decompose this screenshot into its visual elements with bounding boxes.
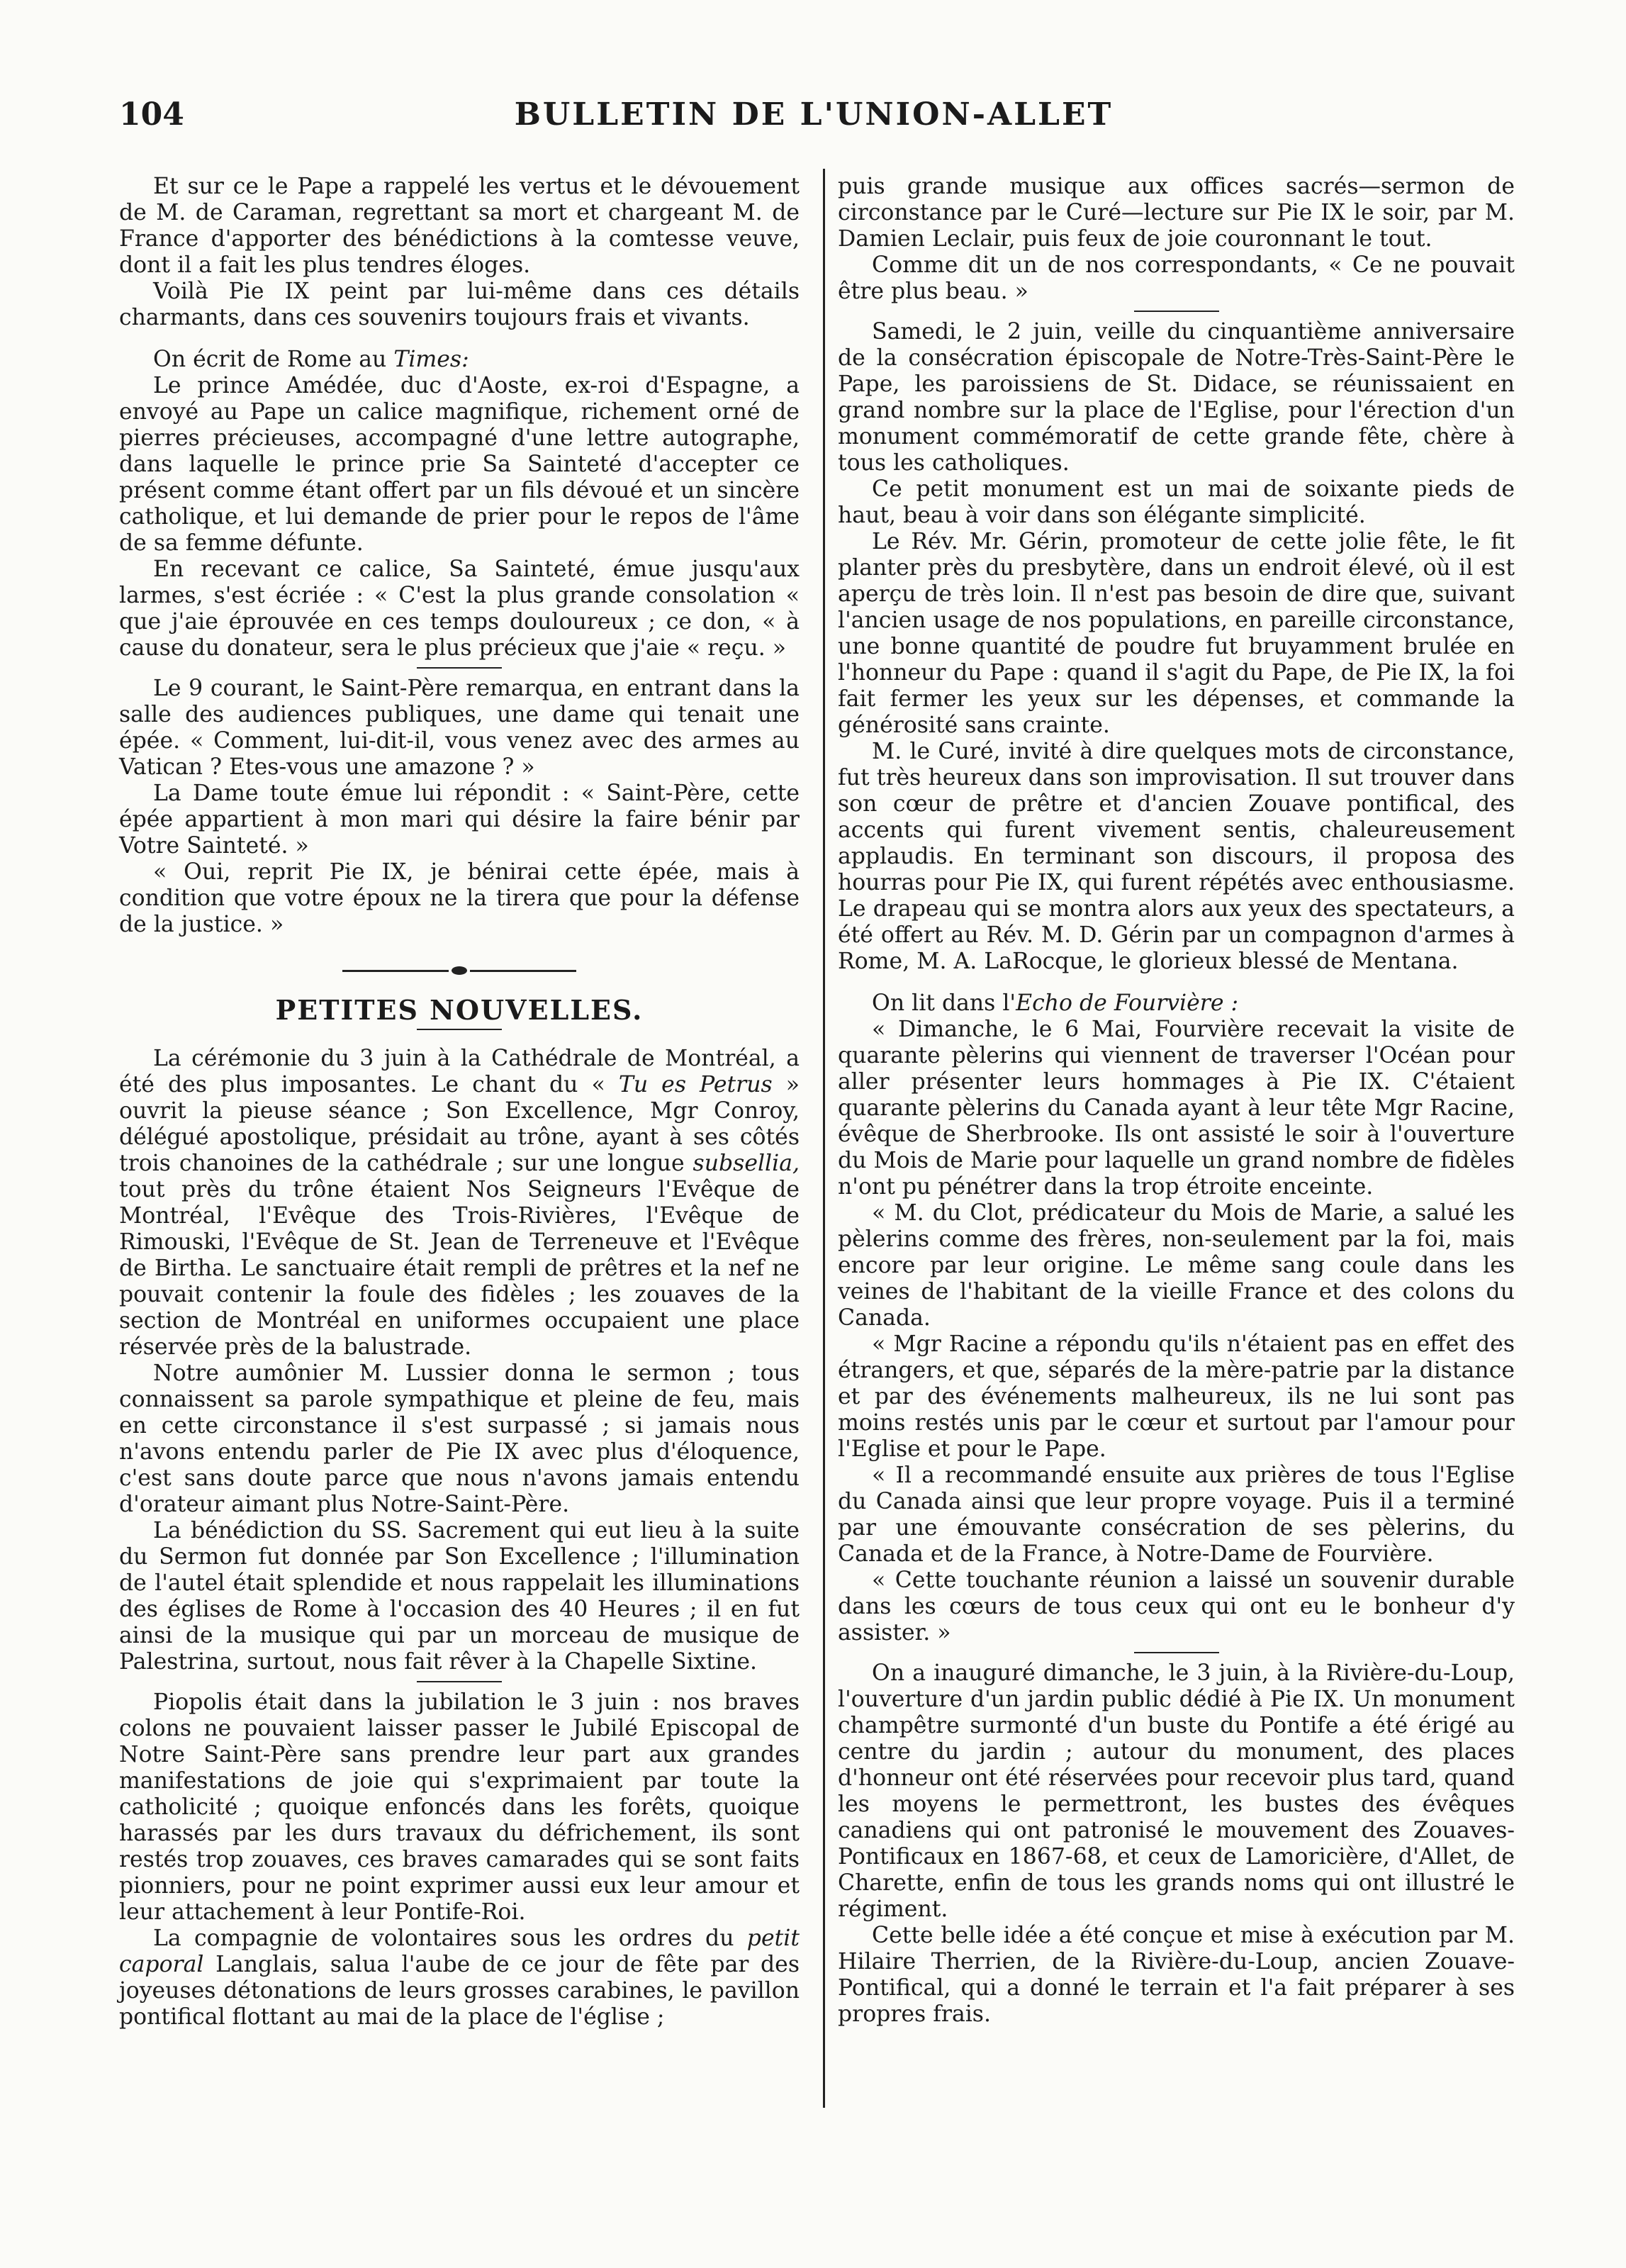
paragraph: Comme dit un de nos correspondants, « Ce ne pouvait être plus beau. » bbox=[838, 252, 1515, 304]
paragraph: On lit dans l'Echo de Fourvière : bbox=[872, 990, 1239, 1016]
paragraph: La Dame toute émue lui répondit : « Saint-Père, cette épée appartient à mon mari qui désire la faire bénir par Votre Sainteté. » bbox=[119, 781, 800, 859]
paragraph: Le prince Amédée, duc d'Aoste, ex-roi d'Espagne, a envoyé au Pape un calice magnifique, richement orné de pierres précieuses, accompagné d'une lettre autographe, dans laquelle le prince prie Sa Sainteté d'accepter ce présent comme étant offert par un fils dévoué et un sincère catholique, et lui demande de prier pour le repos de l'âme de sa femme défunte. bbox=[119, 373, 800, 556]
running-title: BULLETIN DE L'UNION-ALLET bbox=[514, 96, 1114, 133]
paragraph: Piopolis était dans la jubilation le 3 juin : nos braves colons ne pouvaient laisser passer le Jubilé Episcopal de Notre Saint-Père sans prendre leur part aux grandes manifestations de joie qui s'exprimaient par toute la catholicité ; quoique enfoncés dans les forêts, quoique harassés par les durs travaux du défrichement, ils sont restés trop zouaves, ces braves camarades qui se sont faits pionniers, pour ne point exprimer aussi eux leur amour et leur attachement à leur Pontife-Roi. bbox=[119, 1689, 800, 1925]
paragraph: La cérémonie du 3 juin à la Cathédrale de Montréal, a été des plus imposantes. Le chant du « Tu es Petrus » ouvrit la pieuse séance ; Son Excellence, Mgr Conroy, délégué apostolique, présidait au trône, ayant à ses côtés trois chanoines de la cathédrale ; sur une longue subsellia, tout près du trône étaient Nos Seigneurs l'Evêque de Montréal, l'Evêque des Trois-Rivières, l'Evêque de Rimouski, l'Evêque de St. Jean de Terreneuve et l'Evêque de Birtha. Le sanctuaire était rempli de prêtres et la nef ne pouvait contenir la foule des fidèles ; les zouaves de la section de Montréal en uniformes occupaient une place réservée près de la balustrade. bbox=[119, 1046, 800, 1360]
paragraph: « Il a recommandé ensuite aux prières de tous l'Eglise du Canada ainsi que leur propre voyage. Puis il a terminé par une émouvante consécration de ses pèlerins, du Canada et de la France, à Notre-Dame de Fourvière. bbox=[838, 1463, 1515, 1567]
separator-rule bbox=[1134, 311, 1219, 312]
separator-rule bbox=[417, 1681, 502, 1682]
paragraph: « M. du Clot, prédicateur du Mois de Marie, a salué les pèlerins comme des frères, non-seulement par la foi, mais encore par leur origine. Le même sang coule dans les veines de l'habitant de la vieille France et des colons du Canada. bbox=[838, 1200, 1515, 1331]
newspaper-title: Echo de Fourvière : bbox=[1016, 990, 1239, 1016]
column-divider bbox=[823, 169, 825, 2108]
section-title: PETITES NOUVELLES. bbox=[275, 994, 644, 1026]
paragraph: puis grande musique aux offices sacrés—sermon de circonstance par le Curé—lecture sur Pie IX le soir, par M. Damien Leclair, puis feux de joie couronnant le tout. bbox=[838, 174, 1515, 252]
paragraph: Et sur ce le Pape a rappelé les vertus et le dévouement de M. de Caraman, regrettant sa mort et chargeant M. de France d'apporter des bénédictions à la comtesse veuve, dont il a fait les plus tendres éloges. bbox=[119, 174, 800, 278]
paragraph: Le Rév. Mr. Gérin, promoteur de cette jolie fête, le fit planter près du presbytère, dans un endroit élevé, où il est aperçu de très loin. Il n'est pas besoin de dire que, suivant l'ancien usage de nos populations, en pareille circonstance, une bonne quantité de poudre fut bruyamment brulée en l'honneur du Pape : quand il s'agit du Pape, de Pie IX, la foi fait fermer les yeux sur les dépenses, et commande la générosité sans crainte. bbox=[838, 529, 1515, 738]
paragraph: Samedi, le 2 juin, veille du cinquantième anniversaire de la consécration épiscopale de Notre-Très-Saint-Père le Pape, les paroissiens de St. Didace, se réunissaient en grand nombre sur la place de l'Eglise, pour l'érection d'un monument commémoratif de cette grande fête, chère à tous les catholiques. bbox=[838, 319, 1515, 476]
ornament-divider bbox=[119, 956, 800, 983]
paragraph: « Cette touchante réunion a laissé un souvenir durable dans les cœurs de tous ceux qui ont eu le bonheur d'y assister. » bbox=[838, 1568, 1515, 1646]
paragraph: « Oui, reprit Pie IX, je bénirai cette épée, mais à condition que votre époux ne la tirera que pour la défense de la justice. » bbox=[119, 859, 800, 937]
page-number: 104 bbox=[119, 96, 184, 133]
paragraph: M. le Curé, invité à dire quelques mots de circonstance, fut très heureux dans son improvisation. Il sut trouver dans son cœur de prêtre et d'ancien Zouave pontifical, des accents qui furent vivement sentis, chaleureusement applaudis. En terminant son discours, il proposa des hourras pour Pie IX, qui furent répétés avec enthousiasme. Le drapeau qui se montra alors aux yeux des spectateurs, a été offert au Rév. M. D. Gérin par un compagnon d'armes à Rome, M. A. LaRocque, le glorieux blessé de Mentana. bbox=[838, 739, 1515, 974]
paragraph: En recevant ce calice, Sa Sainteté, émue jusqu'aux larmes, s'est écriée : « C'est la plus grande consolation « que j'aie éprouvée en ces temps douloureux ; ce don, « à cause du donateur, sera le plus précieux que j'aie « reçu. » bbox=[119, 557, 800, 661]
paragraph: On écrit de Rome au Times: bbox=[153, 347, 469, 372]
paragraph: La bénédiction du SS. Sacrement qui eut lieu à la suite du Sermon fut donnée par Son Excellence ; l'illumination de l'autel était splendide et nous rappelait les illuminations des églises de Rome à l'occasion des 40 Heures ; il en fut ainsi de la musique qui par un morceau de musique de Palestrina, surtout, nous fait rêver à la Chapelle Sixtine. bbox=[119, 1518, 800, 1675]
page-header bbox=[119, 91, 1508, 140]
newspaper-title: Times: bbox=[393, 347, 469, 372]
paragraph: On a inauguré dimanche, le 3 juin, à la Rivière-du-Loup, l'ouverture d'un jardin public dédié à Pie IX. Un monument champêtre surmonté d'un buste du Pontife a été érigé au centre du jardin ; autour du monument, des places d'honneur ont été réservées pour recevoir plus tard, quand les moyens le permettront, les bustes des évêques canadiens qui ont patronisé le mouvement des Zouaves-Pontificaux en 1867-68, et ceux de Lamoricière, d'Allet, de Charette, enfin de tous les grands noms qui ont illustré le régiment. bbox=[838, 1660, 1515, 1922]
paragraph: Ce petit monument est un mai de soixante pieds de haut, beau à voir dans son élégante simplicité. bbox=[838, 476, 1515, 528]
left-column bbox=[119, 174, 800, 2030]
paragraph: La compagnie de volontaires sous les ordres du petit caporal Langlais, salua l'aube de ce jour de fête par des joyeuses détonations de leurs grosses carabines, le pavillon pontifical flottant au mai de la place de l'église ; bbox=[119, 1926, 800, 2030]
separator-rule bbox=[417, 667, 502, 669]
paragraph: Le 9 courant, le Saint-Père remarqua, en entrant dans la salle des audiences publiques, une dame qui tenait une épée. « Comment, lui-dit-il, vous venez avec des armes au Vatican ? Etes-vous une amazone ? » bbox=[119, 676, 800, 780]
separator-rule bbox=[417, 1029, 502, 1030]
paragraph: « Dimanche, le 6 Mai, Fourvière recevait la visite de quarante pèlerins qui viennent de traverser l'Océan pour aller présenter leurs hommages à Pie IX. C'étaient quarante pèlerins du Canada ayant à leur tête Mgr Racine, évêque de Sherbrooke. Ils ont assisté le soir à l'ouverture du Mois de Marie pour laquelle un grand nombre de fidèles n'ont pu pénétrer dans la trop étroite enceinte. bbox=[838, 1017, 1515, 1200]
right-column bbox=[838, 174, 1515, 2028]
separator-rule bbox=[1134, 1652, 1219, 1653]
paragraph: « Mgr Racine a répondu qu'ils n'étaient pas en effet des étrangers, et que, séparés de la mère-patrie par la distance et par des événements malheureux, ils ne lui sont pas moins restés unis par le cœur et surtout par l'amour pour l'Eglise et pour le Pape. bbox=[838, 1331, 1515, 1462]
paragraph: Voilà Pie IX peint par lui-même dans ces détails charmants, dans ces souvenirs toujours frais et vivants. bbox=[119, 279, 800, 330]
paragraph: Notre aumônier M. Lussier donna le sermon ; tous connaissent sa parole sympathique et pleine de feu, mais en cette circonstance il s'est surpassé ; si jamais nous n'avons entendu parler de Pie IX avec plus d'éloquence, c'est sans doute parce que nous n'avons jamais entendu d'orateur aimant plus Notre-Saint-Père. bbox=[119, 1361, 800, 1517]
paragraph: Cette belle idée a été conçue et mise à exécution par M. Hilaire Therrien, de la Rivière-du-Loup, ancien Zouave-Pontifical, qui a donné le terrain et l'a fait préparer à ses propres frais. bbox=[838, 1923, 1515, 2027]
